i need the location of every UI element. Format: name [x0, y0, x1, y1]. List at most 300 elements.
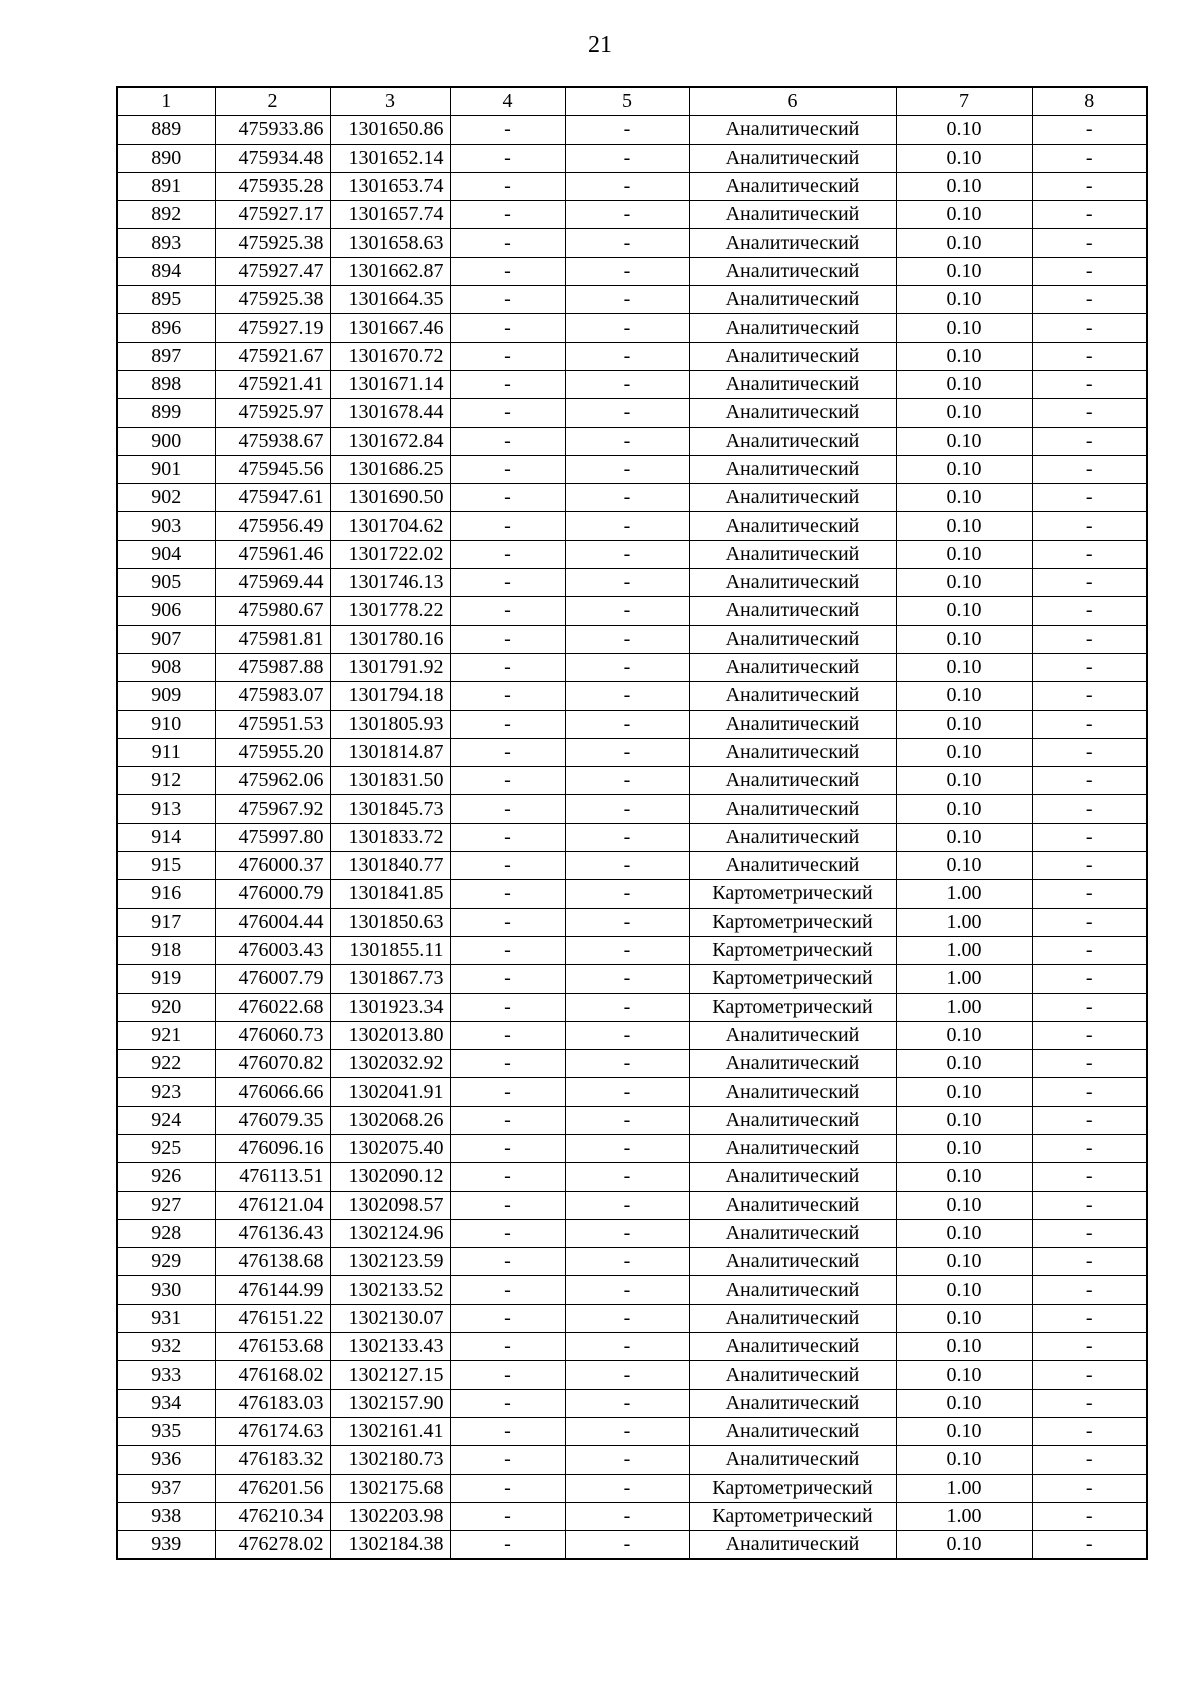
- point-number-cell: 937: [117, 1474, 215, 1502]
- col-4-cell: -: [450, 1502, 565, 1530]
- point-number-cell: 896: [117, 314, 215, 342]
- y-coordinate-cell: 1302013.80: [330, 1021, 450, 1049]
- col-8-cell: -: [1032, 116, 1147, 144]
- col-8-cell: -: [1032, 597, 1147, 625]
- point-number-cell: 935: [117, 1417, 215, 1445]
- table-row: [117, 1219, 1147, 1247]
- table-row: [117, 399, 1147, 427]
- column-header-5: 5: [565, 87, 689, 116]
- x-coordinate-cell: 476151.22: [215, 1304, 330, 1332]
- y-coordinate-cell: 1301850.63: [330, 908, 450, 936]
- x-coordinate-cell: 475951.53: [215, 710, 330, 738]
- method-cell: Аналитический: [689, 653, 896, 681]
- table-row: [117, 342, 1147, 370]
- accuracy-cell: 0.10: [896, 540, 1032, 568]
- accuracy-cell: 1.00: [896, 1502, 1032, 1530]
- col-4-cell: -: [450, 1191, 565, 1219]
- col-4-cell: -: [450, 682, 565, 710]
- method-cell: Аналитический: [689, 852, 896, 880]
- col-8-cell: -: [1032, 1389, 1147, 1417]
- accuracy-cell: 0.10: [896, 484, 1032, 512]
- table-row: [117, 767, 1147, 795]
- x-coordinate-cell: 475962.06: [215, 767, 330, 795]
- x-coordinate-cell: 475967.92: [215, 795, 330, 823]
- col-8-cell: -: [1032, 1446, 1147, 1474]
- point-number-cell: 889: [117, 116, 215, 144]
- col-5-cell: -: [565, 342, 689, 370]
- method-cell: Аналитический: [689, 1191, 896, 1219]
- point-number-cell: 931: [117, 1304, 215, 1332]
- point-number-cell: 904: [117, 540, 215, 568]
- y-coordinate-cell: 1301704.62: [330, 512, 450, 540]
- col-5-cell: -: [565, 1333, 689, 1361]
- col-5-cell: -: [565, 1474, 689, 1502]
- col-4-cell: -: [450, 427, 565, 455]
- col-4-cell: -: [450, 738, 565, 766]
- col-5-cell: -: [565, 795, 689, 823]
- col-8-cell: -: [1032, 965, 1147, 993]
- table-row: [117, 738, 1147, 766]
- point-number-cell: 921: [117, 1021, 215, 1049]
- col-5-cell: -: [565, 1163, 689, 1191]
- point-number-cell: 925: [117, 1134, 215, 1162]
- col-4-cell: -: [450, 1531, 565, 1560]
- x-coordinate-cell: 475969.44: [215, 569, 330, 597]
- point-number-cell: 924: [117, 1106, 215, 1134]
- accuracy-cell: 0.10: [896, 795, 1032, 823]
- y-coordinate-cell: 1301780.16: [330, 625, 450, 653]
- table-row: [117, 1389, 1147, 1417]
- table-row: [117, 908, 1147, 936]
- accuracy-cell: 0.10: [896, 342, 1032, 370]
- col-5-cell: -: [565, 172, 689, 200]
- y-coordinate-cell: 1301794.18: [330, 682, 450, 710]
- point-number-cell: 891: [117, 172, 215, 200]
- method-cell: Аналитический: [689, 455, 896, 483]
- table-row: [117, 653, 1147, 681]
- table-row: [117, 1191, 1147, 1219]
- table-row: [117, 370, 1147, 398]
- column-header-3: 3: [330, 87, 450, 116]
- x-coordinate-cell: 475925.38: [215, 286, 330, 314]
- col-5-cell: -: [565, 965, 689, 993]
- accuracy-cell: 0.10: [896, 257, 1032, 285]
- y-coordinate-cell: 1301831.50: [330, 767, 450, 795]
- y-coordinate-cell: 1301923.34: [330, 993, 450, 1021]
- x-coordinate-cell: 476278.02: [215, 1531, 330, 1560]
- col-4-cell: -: [450, 597, 565, 625]
- table-row: [117, 540, 1147, 568]
- accuracy-cell: 0.10: [896, 1446, 1032, 1474]
- col-8-cell: -: [1032, 144, 1147, 172]
- col-5-cell: -: [565, 1078, 689, 1106]
- col-5-cell: -: [565, 229, 689, 257]
- x-coordinate-cell: 476022.68: [215, 993, 330, 1021]
- accuracy-cell: 0.10: [896, 512, 1032, 540]
- col-4-cell: -: [450, 116, 565, 144]
- y-coordinate-cell: 1301667.46: [330, 314, 450, 342]
- point-number-cell: 893: [117, 229, 215, 257]
- table-row: [117, 1106, 1147, 1134]
- accuracy-cell: 0.10: [896, 1163, 1032, 1191]
- x-coordinate-cell: 475925.38: [215, 229, 330, 257]
- x-coordinate-cell: 475955.20: [215, 738, 330, 766]
- col-5-cell: -: [565, 144, 689, 172]
- accuracy-cell: 0.10: [896, 1134, 1032, 1162]
- col-4-cell: -: [450, 342, 565, 370]
- method-cell: Аналитический: [689, 314, 896, 342]
- col-8-cell: -: [1032, 936, 1147, 964]
- col-8-cell: -: [1032, 1474, 1147, 1502]
- accuracy-cell: 0.10: [896, 625, 1032, 653]
- table-row: [117, 1361, 1147, 1389]
- col-8-cell: -: [1032, 1050, 1147, 1078]
- col-8-cell: -: [1032, 682, 1147, 710]
- method-cell: Аналитический: [689, 597, 896, 625]
- accuracy-cell: 0.10: [896, 314, 1032, 342]
- accuracy-cell: 0.10: [896, 144, 1032, 172]
- y-coordinate-cell: 1302184.38: [330, 1531, 450, 1560]
- x-coordinate-cell: 475997.80: [215, 823, 330, 851]
- table-row: [117, 512, 1147, 540]
- col-8-cell: -: [1032, 1248, 1147, 1276]
- col-8-cell: -: [1032, 1333, 1147, 1361]
- col-5-cell: -: [565, 1021, 689, 1049]
- accuracy-cell: 0.10: [896, 738, 1032, 766]
- table-row: [117, 625, 1147, 653]
- col-4-cell: -: [450, 1361, 565, 1389]
- accuracy-cell: 0.10: [896, 201, 1032, 229]
- y-coordinate-cell: 1301690.50: [330, 484, 450, 512]
- col-4-cell: -: [450, 1134, 565, 1162]
- y-coordinate-cell: 1301845.73: [330, 795, 450, 823]
- accuracy-cell: 0.10: [896, 1304, 1032, 1332]
- col-4-cell: -: [450, 852, 565, 880]
- col-8-cell: -: [1032, 455, 1147, 483]
- point-number-cell: 929: [117, 1248, 215, 1276]
- col-4-cell: -: [450, 1106, 565, 1134]
- table-header-row: [117, 87, 1147, 116]
- point-number-cell: 903: [117, 512, 215, 540]
- point-number-cell: 892: [117, 201, 215, 229]
- y-coordinate-cell: 1302203.98: [330, 1502, 450, 1530]
- method-cell: Аналитический: [689, 399, 896, 427]
- x-coordinate-cell: 475945.56: [215, 455, 330, 483]
- col-8-cell: -: [1032, 1361, 1147, 1389]
- x-coordinate-cell: 475927.19: [215, 314, 330, 342]
- table-row: [117, 484, 1147, 512]
- col-8-cell: -: [1032, 1417, 1147, 1445]
- method-cell: Аналитический: [689, 229, 896, 257]
- column-header-2: 2: [215, 87, 330, 116]
- accuracy-cell: 0.10: [896, 1021, 1032, 1049]
- point-number-cell: 909: [117, 682, 215, 710]
- col-4-cell: -: [450, 823, 565, 851]
- method-cell: Аналитический: [689, 625, 896, 653]
- col-4-cell: -: [450, 144, 565, 172]
- col-5-cell: -: [565, 880, 689, 908]
- x-coordinate-cell: 476000.37: [215, 852, 330, 880]
- table-row: [117, 1502, 1147, 1530]
- x-coordinate-cell: 476201.56: [215, 1474, 330, 1502]
- point-number-cell: 900: [117, 427, 215, 455]
- col-5-cell: -: [565, 1361, 689, 1389]
- col-5-cell: -: [565, 201, 689, 229]
- point-number-cell: 939: [117, 1531, 215, 1560]
- col-4-cell: -: [450, 1163, 565, 1191]
- accuracy-cell: 0.10: [896, 1333, 1032, 1361]
- table-row: [117, 965, 1147, 993]
- col-8-cell: -: [1032, 1106, 1147, 1134]
- column-header-6: 6: [689, 87, 896, 116]
- col-4-cell: -: [450, 993, 565, 1021]
- x-coordinate-cell: 476210.34: [215, 1502, 330, 1530]
- y-coordinate-cell: 1301652.14: [330, 144, 450, 172]
- table-row: [117, 1531, 1147, 1560]
- method-cell: Аналитический: [689, 1050, 896, 1078]
- x-coordinate-cell: 476153.68: [215, 1333, 330, 1361]
- col-8-cell: -: [1032, 257, 1147, 285]
- accuracy-cell: 1.00: [896, 880, 1032, 908]
- page-number: 21: [588, 32, 612, 58]
- column-header-7: 7: [896, 87, 1032, 116]
- method-cell: Аналитический: [689, 370, 896, 398]
- x-coordinate-cell: 475980.67: [215, 597, 330, 625]
- method-cell: Картометрический: [689, 880, 896, 908]
- y-coordinate-cell: 1302032.92: [330, 1050, 450, 1078]
- table-row: [117, 597, 1147, 625]
- accuracy-cell: 0.10: [896, 1276, 1032, 1304]
- y-coordinate-cell: 1301670.72: [330, 342, 450, 370]
- y-coordinate-cell: 1301855.11: [330, 936, 450, 964]
- x-coordinate-cell: 475935.28: [215, 172, 330, 200]
- col-8-cell: -: [1032, 399, 1147, 427]
- table-row: [117, 823, 1147, 851]
- y-coordinate-cell: 1301671.14: [330, 370, 450, 398]
- col-5-cell: -: [565, 257, 689, 285]
- x-coordinate-cell: 476121.04: [215, 1191, 330, 1219]
- accuracy-cell: 0.10: [896, 1078, 1032, 1106]
- table-row: [117, 116, 1147, 144]
- y-coordinate-cell: 1302098.57: [330, 1191, 450, 1219]
- method-cell: Аналитический: [689, 427, 896, 455]
- col-4-cell: -: [450, 1333, 565, 1361]
- col-8-cell: -: [1032, 852, 1147, 880]
- col-5-cell: -: [565, 1389, 689, 1417]
- y-coordinate-cell: 1302068.26: [330, 1106, 450, 1134]
- col-5-cell: -: [565, 399, 689, 427]
- accuracy-cell: 0.10: [896, 286, 1032, 314]
- col-8-cell: -: [1032, 1021, 1147, 1049]
- col-5-cell: -: [565, 370, 689, 398]
- method-cell: Аналитический: [689, 540, 896, 568]
- table-row: [117, 229, 1147, 257]
- col-4-cell: -: [450, 880, 565, 908]
- y-coordinate-cell: 1301678.44: [330, 399, 450, 427]
- y-coordinate-cell: 1301658.63: [330, 229, 450, 257]
- x-coordinate-cell: 475981.81: [215, 625, 330, 653]
- col-5-cell: -: [565, 1304, 689, 1332]
- y-coordinate-cell: 1301686.25: [330, 455, 450, 483]
- y-coordinate-cell: 1301746.13: [330, 569, 450, 597]
- method-cell: Картометрический: [689, 993, 896, 1021]
- table-row: [117, 682, 1147, 710]
- col-8-cell: -: [1032, 625, 1147, 653]
- coordinates-table: [116, 86, 1148, 1560]
- col-8-cell: -: [1032, 342, 1147, 370]
- y-coordinate-cell: 1302161.41: [330, 1417, 450, 1445]
- point-number-cell: 910: [117, 710, 215, 738]
- accuracy-cell: 0.10: [896, 172, 1032, 200]
- y-coordinate-cell: 1302175.68: [330, 1474, 450, 1502]
- col-5-cell: -: [565, 512, 689, 540]
- method-cell: Картометрический: [689, 1502, 896, 1530]
- table-row: [117, 1134, 1147, 1162]
- table-row: [117, 880, 1147, 908]
- method-cell: Аналитический: [689, 342, 896, 370]
- column-header-4: 4: [450, 87, 565, 116]
- col-5-cell: -: [565, 569, 689, 597]
- col-8-cell: -: [1032, 1531, 1147, 1560]
- y-coordinate-cell: 1301722.02: [330, 540, 450, 568]
- accuracy-cell: 0.10: [896, 1106, 1032, 1134]
- col-4-cell: -: [450, 286, 565, 314]
- col-4-cell: -: [450, 625, 565, 653]
- x-coordinate-cell: 476060.73: [215, 1021, 330, 1049]
- table-row: [117, 1333, 1147, 1361]
- col-4-cell: -: [450, 455, 565, 483]
- table-row: [117, 993, 1147, 1021]
- col-5-cell: -: [565, 116, 689, 144]
- table-row: [117, 852, 1147, 880]
- x-coordinate-cell: 476138.68: [215, 1248, 330, 1276]
- method-cell: Аналитический: [689, 1134, 896, 1162]
- point-number-cell: 907: [117, 625, 215, 653]
- col-8-cell: -: [1032, 1304, 1147, 1332]
- method-cell: Аналитический: [689, 257, 896, 285]
- col-8-cell: -: [1032, 993, 1147, 1021]
- col-4-cell: -: [450, 1078, 565, 1106]
- x-coordinate-cell: 475987.88: [215, 653, 330, 681]
- col-8-cell: -: [1032, 908, 1147, 936]
- col-8-cell: -: [1032, 738, 1147, 766]
- col-4-cell: -: [450, 1446, 565, 1474]
- y-coordinate-cell: 1302127.15: [330, 1361, 450, 1389]
- x-coordinate-cell: 475961.46: [215, 540, 330, 568]
- col-8-cell: -: [1032, 1502, 1147, 1530]
- col-4-cell: -: [450, 1050, 565, 1078]
- x-coordinate-cell: 475933.86: [215, 116, 330, 144]
- col-5-cell: -: [565, 1502, 689, 1530]
- col-5-cell: -: [565, 1219, 689, 1247]
- col-8-cell: -: [1032, 314, 1147, 342]
- col-5-cell: -: [565, 625, 689, 653]
- y-coordinate-cell: 1302133.52: [330, 1276, 450, 1304]
- accuracy-cell: 0.10: [896, 823, 1032, 851]
- col-8-cell: -: [1032, 512, 1147, 540]
- accuracy-cell: 0.10: [896, 682, 1032, 710]
- col-4-cell: -: [450, 484, 565, 512]
- col-8-cell: -: [1032, 172, 1147, 200]
- x-coordinate-cell: 476004.44: [215, 908, 330, 936]
- table-row: [117, 257, 1147, 285]
- x-coordinate-cell: 476183.03: [215, 1389, 330, 1417]
- table-row: [117, 314, 1147, 342]
- method-cell: Аналитический: [689, 823, 896, 851]
- col-5-cell: -: [565, 1106, 689, 1134]
- y-coordinate-cell: 1301814.87: [330, 738, 450, 766]
- method-cell: Аналитический: [689, 144, 896, 172]
- table-row: [117, 1021, 1147, 1049]
- col-5-cell: -: [565, 455, 689, 483]
- y-coordinate-cell: 1301664.35: [330, 286, 450, 314]
- point-number-cell: 928: [117, 1219, 215, 1247]
- accuracy-cell: 0.10: [896, 1531, 1032, 1560]
- accuracy-cell: 0.10: [896, 370, 1032, 398]
- col-5-cell: -: [565, 1050, 689, 1078]
- y-coordinate-cell: 1302130.07: [330, 1304, 450, 1332]
- col-5-cell: -: [565, 427, 689, 455]
- col-5-cell: -: [565, 710, 689, 738]
- y-coordinate-cell: 1302041.91: [330, 1078, 450, 1106]
- x-coordinate-cell: 475927.47: [215, 257, 330, 285]
- method-cell: Аналитический: [689, 1304, 896, 1332]
- y-coordinate-cell: 1301672.84: [330, 427, 450, 455]
- x-coordinate-cell: 475934.48: [215, 144, 330, 172]
- accuracy-cell: 0.10: [896, 229, 1032, 257]
- method-cell: Аналитический: [689, 1219, 896, 1247]
- col-5-cell: -: [565, 936, 689, 964]
- col-5-cell: -: [565, 1134, 689, 1162]
- accuracy-cell: 0.10: [896, 116, 1032, 144]
- method-cell: Аналитический: [689, 710, 896, 738]
- column-header-8: 8: [1032, 87, 1147, 116]
- col-5-cell: -: [565, 682, 689, 710]
- point-number-cell: 930: [117, 1276, 215, 1304]
- point-number-cell: 916: [117, 880, 215, 908]
- col-4-cell: -: [450, 540, 565, 568]
- col-5-cell: -: [565, 1248, 689, 1276]
- method-cell: Аналитический: [689, 1106, 896, 1134]
- point-number-cell: 917: [117, 908, 215, 936]
- accuracy-cell: 0.10: [896, 852, 1032, 880]
- col-4-cell: -: [450, 936, 565, 964]
- point-number-cell: 908: [117, 653, 215, 681]
- col-8-cell: -: [1032, 653, 1147, 681]
- col-4-cell: -: [450, 1276, 565, 1304]
- table-row: [117, 569, 1147, 597]
- y-coordinate-cell: 1301653.74: [330, 172, 450, 200]
- method-cell: Картометрический: [689, 965, 896, 993]
- method-cell: Аналитический: [689, 201, 896, 229]
- point-number-cell: 923: [117, 1078, 215, 1106]
- point-number-cell: 895: [117, 286, 215, 314]
- method-cell: Аналитический: [689, 682, 896, 710]
- table-body: [117, 116, 1147, 1560]
- col-4-cell: -: [450, 314, 565, 342]
- point-number-cell: 902: [117, 484, 215, 512]
- y-coordinate-cell: 1302133.43: [330, 1333, 450, 1361]
- table-row: [117, 427, 1147, 455]
- point-number-cell: 919: [117, 965, 215, 993]
- table-row: [117, 1276, 1147, 1304]
- table-row: [117, 1474, 1147, 1502]
- col-8-cell: -: [1032, 1191, 1147, 1219]
- col-4-cell: -: [450, 795, 565, 823]
- method-cell: Аналитический: [689, 1163, 896, 1191]
- method-cell: Аналитический: [689, 1021, 896, 1049]
- col-4-cell: -: [450, 370, 565, 398]
